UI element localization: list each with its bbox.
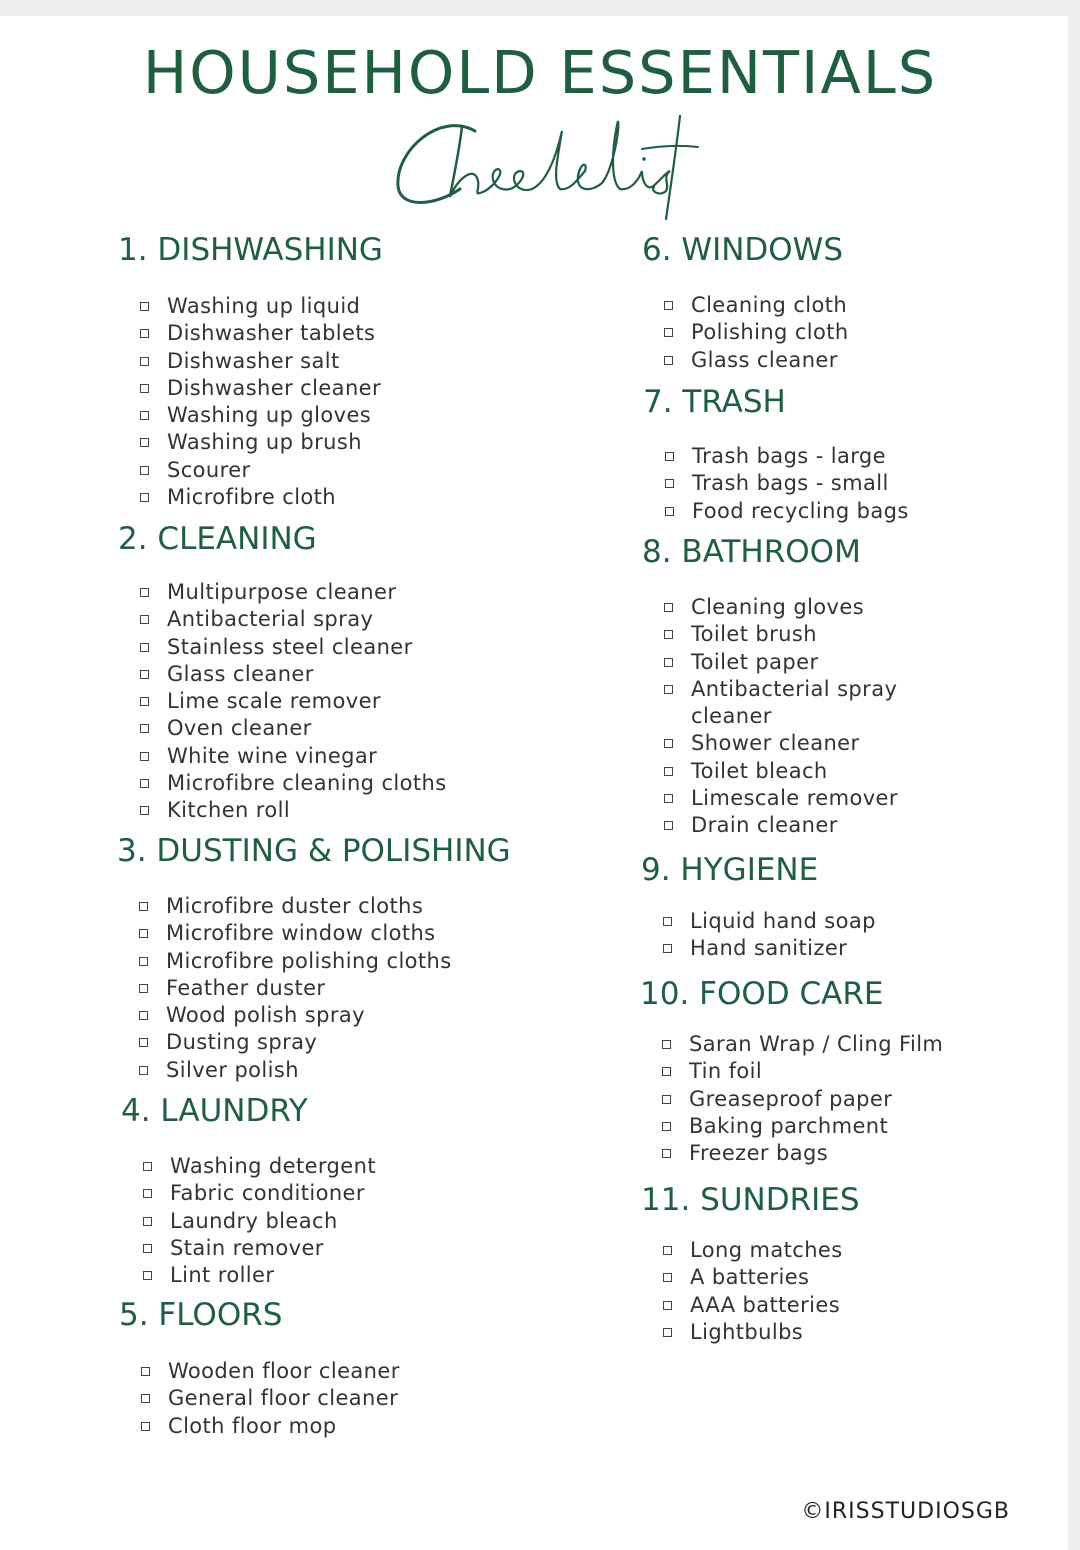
checkbox-icon[interactable]: [139, 1066, 148, 1075]
checklist-item[interactable]: [140, 770, 447, 797]
checklist-item[interactable]: [663, 935, 876, 962]
checklist-item[interactable]: [665, 443, 909, 470]
checklist-item-label: Dishwasher tablets: [167, 321, 376, 346]
checklist-item[interactable]: [140, 320, 381, 347]
checklist-item-label: Glass cleaner: [691, 347, 838, 372]
checklist-item[interactable]: [663, 908, 876, 935]
checklist-item-label: Baking parchment: [689, 1113, 889, 1138]
checklist-item[interactable]: [143, 1235, 376, 1262]
checkbox-icon[interactable]: [141, 1367, 150, 1376]
checkbox-icon[interactable]: [664, 685, 673, 694]
section-heading: 2. CLEANING: [118, 521, 317, 557]
section-heading: 8. BATHROOM: [642, 534, 861, 570]
checklist-item[interactable]: [139, 920, 452, 947]
checkbox-icon[interactable]: [140, 670, 149, 679]
checkbox-icon[interactable]: [139, 902, 148, 911]
section-heading: 11. SUNDRIES: [641, 1182, 860, 1218]
item-list: [663, 1237, 843, 1346]
checklist-item-label: Lint roller: [170, 1263, 275, 1288]
checklist-item-label: Antibacterial spray cleaner: [691, 676, 898, 728]
checklist-item[interactable]: [663, 1237, 843, 1264]
checklist-item-label: Stainless steel cleaner: [167, 634, 413, 659]
checklist-item[interactable]: [663, 1264, 843, 1291]
checklist-item[interactable]: [664, 347, 849, 374]
checklist-item[interactable]: [140, 606, 447, 633]
checklist-item-label: Microfibre cloth: [167, 485, 337, 510]
checkbox-icon[interactable]: [662, 1122, 671, 1131]
checklist-item[interactable]: [139, 1029, 452, 1056]
checkbox-icon[interactable]: [141, 1422, 150, 1431]
checklist-item-label: Toilet bleach: [691, 758, 828, 783]
checkbox-icon[interactable]: [140, 588, 149, 597]
checklist-script-title: [380, 101, 700, 221]
checkbox-icon[interactable]: [665, 452, 674, 461]
checkbox-icon[interactable]: [140, 806, 149, 815]
checklist-item-label: Freezer bags: [689, 1141, 829, 1166]
checklist-item-label: Silver polish: [166, 1057, 299, 1082]
checkbox-icon[interactable]: [662, 1040, 671, 1049]
checkbox-icon[interactable]: [664, 630, 673, 639]
checklist-item-label: Saran Wrap / Cling Film: [689, 1032, 944, 1056]
checkbox-icon[interactable]: [662, 1067, 671, 1076]
checkbox-icon[interactable]: [140, 724, 149, 733]
checklist-item-label: Food recycling bags: [692, 498, 909, 523]
checklist-item[interactable]: [141, 1385, 400, 1412]
checklist-item[interactable]: [663, 1319, 843, 1346]
checklist-item[interactable]: [664, 676, 911, 731]
checklist-item-label: General floor cleaner: [168, 1386, 399, 1411]
checklist-item-label: Dishwasher cleaner: [167, 375, 382, 400]
checklist-item-label: Laundry bleach: [170, 1208, 338, 1233]
checkbox-icon[interactable]: [665, 479, 674, 488]
checklist-item[interactable]: [143, 1208, 376, 1235]
section-heading: 3. DUSTING & POLISHING: [117, 833, 511, 869]
checklist-item[interactable]: [139, 1057, 452, 1084]
checkbox-icon[interactable]: [662, 1095, 671, 1104]
checkbox-icon[interactable]: [665, 507, 674, 516]
checkbox-icon[interactable]: [663, 1301, 672, 1310]
checklist-item[interactable]: [140, 484, 381, 511]
checklist-item[interactable]: [662, 1058, 943, 1085]
checklist-item[interactable]: [664, 621, 911, 648]
checkbox-icon[interactable]: [664, 356, 673, 365]
checklist-item-label: Glass cleaner: [167, 661, 314, 686]
checkbox-icon[interactable]: [140, 615, 149, 624]
section-heading: 10. FOOD CARE: [640, 976, 884, 1012]
checkbox-icon[interactable]: [664, 301, 673, 310]
checkbox-icon[interactable]: [664, 739, 673, 748]
checkbox-icon[interactable]: [140, 357, 149, 366]
checkbox-icon[interactable]: [140, 752, 149, 761]
checklist-item-label: Drain cleaner: [691, 813, 838, 838]
checklist-item-label: Washing detergent: [170, 1154, 376, 1178]
checklist-item-label: Polishing cloth: [691, 320, 849, 345]
checklist-item[interactable]: [664, 649, 911, 676]
checkbox-icon[interactable]: [663, 1246, 672, 1255]
checklist-item-label: Toilet brush: [691, 622, 817, 647]
checklist-item[interactable]: [139, 893, 452, 920]
checklist-item[interactable]: [140, 429, 381, 456]
checkbox-icon[interactable]: [139, 929, 148, 938]
checklist-item[interactable]: [664, 785, 911, 812]
checkbox-icon[interactable]: [143, 1189, 152, 1198]
checklist-item-label: Wood polish spray: [166, 1003, 366, 1028]
checklist-item[interactable]: [663, 1292, 843, 1319]
checklist-item-label: Kitchen roll: [167, 798, 291, 823]
checkbox-icon[interactable]: [140, 466, 149, 475]
checklist-item-label: Trash bags - small: [692, 471, 889, 496]
section-heading: 7. TRASH: [643, 384, 786, 420]
checklist-item-label: Tin foil: [689, 1059, 763, 1084]
checklist-item[interactable]: [139, 975, 452, 1002]
checkbox-icon[interactable]: [140, 779, 149, 788]
checklist-item[interactable]: [140, 348, 381, 375]
checklist-item-label: Microfibre polishing cloths: [166, 948, 452, 973]
checklist-item[interactable]: [141, 1413, 400, 1440]
checkbox-icon[interactable]: [139, 957, 148, 966]
checklist-item-label: Cloth floor mop: [168, 1413, 337, 1438]
checklist-item-label: Washing up liquid: [167, 294, 361, 318]
checklist-item-label: Cleaning gloves: [691, 595, 865, 619]
checklist-item[interactable]: [664, 594, 911, 621]
item-list: [665, 443, 909, 525]
checklist-item-label: Microfibre duster cloths: [166, 894, 424, 918]
item-list: [140, 293, 381, 511]
checklist-item-label: Shower cleaner: [691, 731, 860, 756]
section-heading: 1. DISHWASHING: [118, 232, 383, 268]
checkbox-icon[interactable]: [139, 984, 148, 993]
checklist-item[interactable]: [665, 470, 909, 497]
checklist-item-label: Washing up brush: [167, 430, 362, 455]
checklist-item[interactable]: [662, 1113, 943, 1140]
checklist-item-label: Cleaning cloth: [691, 293, 848, 317]
item-list: [141, 1358, 400, 1440]
checklist-item-label: Dishwasher salt: [167, 348, 340, 373]
section-heading: 5. FLOORS: [119, 1297, 283, 1333]
checklist-item[interactable]: [139, 1002, 452, 1029]
checkbox-icon[interactable]: [143, 1217, 152, 1226]
checklist-page: [0, 16, 1068, 1550]
checklist-item[interactable]: [140, 579, 447, 606]
checklist-item-label: Toilet paper: [691, 649, 819, 674]
checklist-item-label: Stain remover: [170, 1235, 324, 1260]
checkbox-icon[interactable]: [140, 411, 149, 420]
checklist-item-label: Fabric conditioner: [170, 1181, 365, 1206]
checkbox-icon[interactable]: [140, 302, 149, 311]
checklist-item[interactable]: [140, 293, 381, 320]
checkbox-icon[interactable]: [140, 697, 149, 706]
section-heading: 4. LAUNDRY: [121, 1093, 308, 1129]
checklist-item[interactable]: [143, 1153, 376, 1180]
checklist-item-label: Antibacterial spray: [167, 607, 374, 632]
item-list: [143, 1153, 376, 1289]
checkbox-icon[interactable]: [662, 1149, 671, 1158]
checklist-item[interactable]: [664, 319, 849, 346]
checkbox-icon[interactable]: [140, 329, 149, 338]
checklist-item[interactable]: [140, 743, 447, 770]
checklist-item-label: Limescale remover: [691, 786, 898, 811]
checklist-item-label: Feather duster: [166, 975, 326, 1000]
section-heading: 9. HYGIENE: [641, 852, 819, 888]
checklist-item-label: AAA batteries: [690, 1292, 841, 1317]
checklist-item-label: Greaseproof paper: [689, 1086, 893, 1111]
checklist-item[interactable]: [140, 457, 381, 484]
checklist-item[interactable]: [143, 1262, 376, 1289]
checklist-item[interactable]: [662, 1031, 943, 1058]
checkbox-icon[interactable]: [663, 944, 672, 953]
checklist-item[interactable]: [665, 498, 909, 525]
checkbox-icon[interactable]: [664, 658, 673, 667]
checklist-item-label: Dusting spray: [166, 1030, 318, 1055]
checklist-item[interactable]: [143, 1180, 376, 1207]
checkbox-icon[interactable]: [664, 794, 673, 803]
checklist-item[interactable]: [140, 688, 447, 715]
checklist-item[interactable]: [140, 375, 381, 402]
checklist-item-label: Scourer: [167, 457, 251, 482]
checklist-item-label: A batteries: [690, 1265, 810, 1290]
checkbox-icon[interactable]: [143, 1271, 152, 1280]
checklist-item[interactable]: [140, 715, 447, 742]
checkbox-icon[interactable]: [140, 643, 149, 652]
item-list: [140, 579, 447, 825]
checkbox-icon[interactable]: [664, 821, 673, 830]
checklist-item[interactable]: [662, 1086, 943, 1113]
checklist-item[interactable]: [664, 730, 911, 757]
checkbox-icon[interactable]: [143, 1162, 152, 1171]
checklist-item-label: Liquid hand soap: [690, 909, 876, 933]
checklist-item-label: Trash bags - large: [692, 444, 886, 468]
checkbox-icon[interactable]: [141, 1394, 150, 1403]
checkbox-icon[interactable]: [663, 1328, 672, 1337]
checkbox-icon[interactable]: [139, 1038, 148, 1047]
checklist-item-label: Multipurpose cleaner: [167, 580, 397, 604]
checklist-item[interactable]: [140, 402, 381, 429]
checklist-item-label: White wine vinegar: [167, 743, 378, 768]
checklist-item-label: Long matches: [690, 1238, 843, 1262]
checkbox-icon[interactable]: [139, 1011, 148, 1020]
checklist-item-label: Oven cleaner: [167, 716, 312, 741]
item-list: [664, 292, 849, 374]
checklist-item[interactable]: [664, 758, 911, 785]
checkbox-icon[interactable]: [663, 917, 672, 926]
checklist-item[interactable]: [140, 797, 447, 824]
item-list: [662, 1031, 943, 1167]
checkbox-icon[interactable]: [143, 1244, 152, 1253]
checkbox-icon[interactable]: [663, 1273, 672, 1282]
item-list: [139, 893, 452, 1084]
checkbox-icon[interactable]: [140, 438, 149, 447]
checklist-item[interactable]: [140, 634, 447, 661]
checklist-item[interactable]: [664, 292, 849, 319]
checklist-item-label: Wooden floor cleaner: [168, 1359, 400, 1383]
checklist-item-label: Lime scale remover: [167, 689, 381, 714]
checklist-item[interactable]: [139, 948, 452, 975]
checkbox-icon[interactable]: [140, 493, 149, 502]
copyright-credit: ©IRISSTUDIOSGB: [801, 1499, 1010, 1524]
page-title: HOUSEHOLD ESSENTIALS: [142, 38, 938, 107]
checkbox-icon[interactable]: [664, 603, 673, 612]
checklist-item-label: Washing up gloves: [167, 403, 372, 428]
checkbox-icon[interactable]: [664, 767, 673, 776]
checklist-item[interactable]: [664, 812, 911, 839]
checklist-item-label: Lightbulbs: [690, 1319, 804, 1344]
checklist-item-label: Microfibre cleaning cloths: [167, 771, 447, 796]
checkbox-icon[interactable]: [140, 384, 149, 393]
checklist-item-label: Hand sanitizer: [690, 936, 848, 961]
checklist-item[interactable]: [141, 1358, 400, 1385]
checklist-item[interactable]: [140, 661, 447, 688]
item-list: [664, 594, 911, 840]
item-list: [663, 908, 876, 963]
checklist-item-label: Microfibre window cloths: [166, 921, 436, 946]
checkbox-icon[interactable]: [664, 328, 673, 337]
section-heading: 6. WINDOWS: [642, 232, 844, 268]
checklist-item[interactable]: [662, 1140, 943, 1167]
